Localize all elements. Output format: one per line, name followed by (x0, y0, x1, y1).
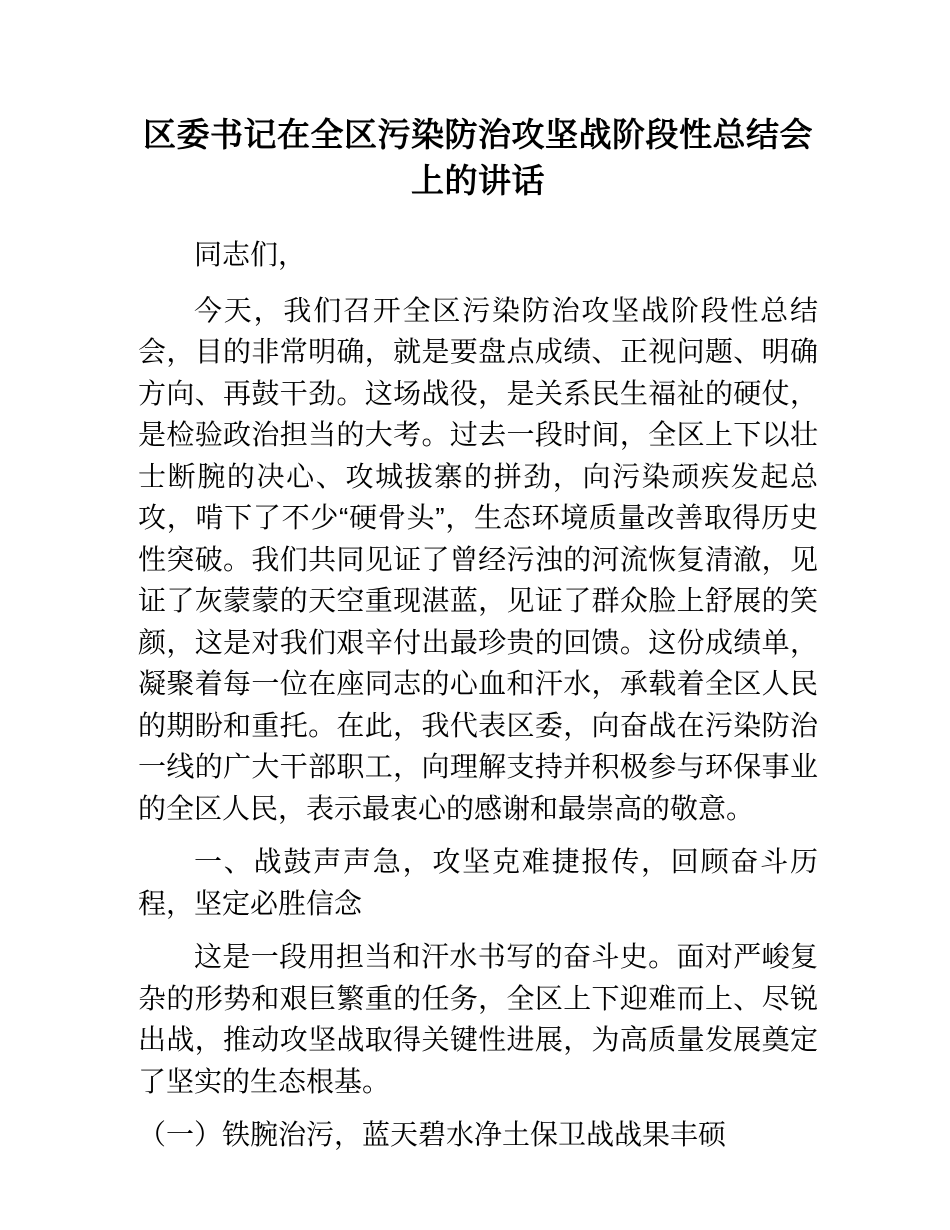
page-title: 区委书记在全区污染防治攻坚战阶段性总结会上的讲话 (143, 116, 813, 199)
salutation-line: 同志们， (194, 239, 307, 270)
subsection-heading-one-one: （一）铁腕治污，蓝天碧水净土保卫战战果丰硕 (138, 1119, 727, 1150)
paragraph-opening: 今天，我们召开全区污染防治攻坚战阶段性总结会，目的非常明确，就是要盘点成绩、正视问题、明确方向、再鼓干劲。这场战役，是关系民生福祉的硬仗，是检验政治担当的大考。过去一段时间，全区上下以壮士断腕的决心、攻城拔寨的拼劲，向污染顽疾发起总攻，啃下了不少“硬骨头”，生态环境质量改善取得历史性突破。我们共同见证了曾经污浊的河流恢复清澈，见证了灰蒙蒙的天空重现湛蓝，见证了群众脸上舒展的笑颜，这是对我们艰辛付出最珍贵的回馈。这份成绩单，凝聚着每一位在座同志的心血和汗水，承载着全区人民的期盼和重托。在此，我代表区委，向奋战在污染防治一线的广大干部职工，向理解支持并积极参与环保事业的全区人民，表示最衷心的感谢和最崇高的敬意。 (138, 294, 818, 824)
paragraph-section-one-body: 这是一段用担当和汗水书写的奋斗史。面对严峻复杂的形势和艰巨繁重的任务，全区上下迎难而上、尽锐出战，推动攻坚战取得关键性进展，为高质量发展奠定了坚实的生态根基。 (138, 941, 818, 1097)
document-body (138, 234, 818, 1156)
section-heading-one: 一、战鼓声声急，攻坚克难捷报传，回顾奋斗历程，坚定必胜信念 (138, 846, 818, 919)
document-content (138, 0, 818, 1156)
